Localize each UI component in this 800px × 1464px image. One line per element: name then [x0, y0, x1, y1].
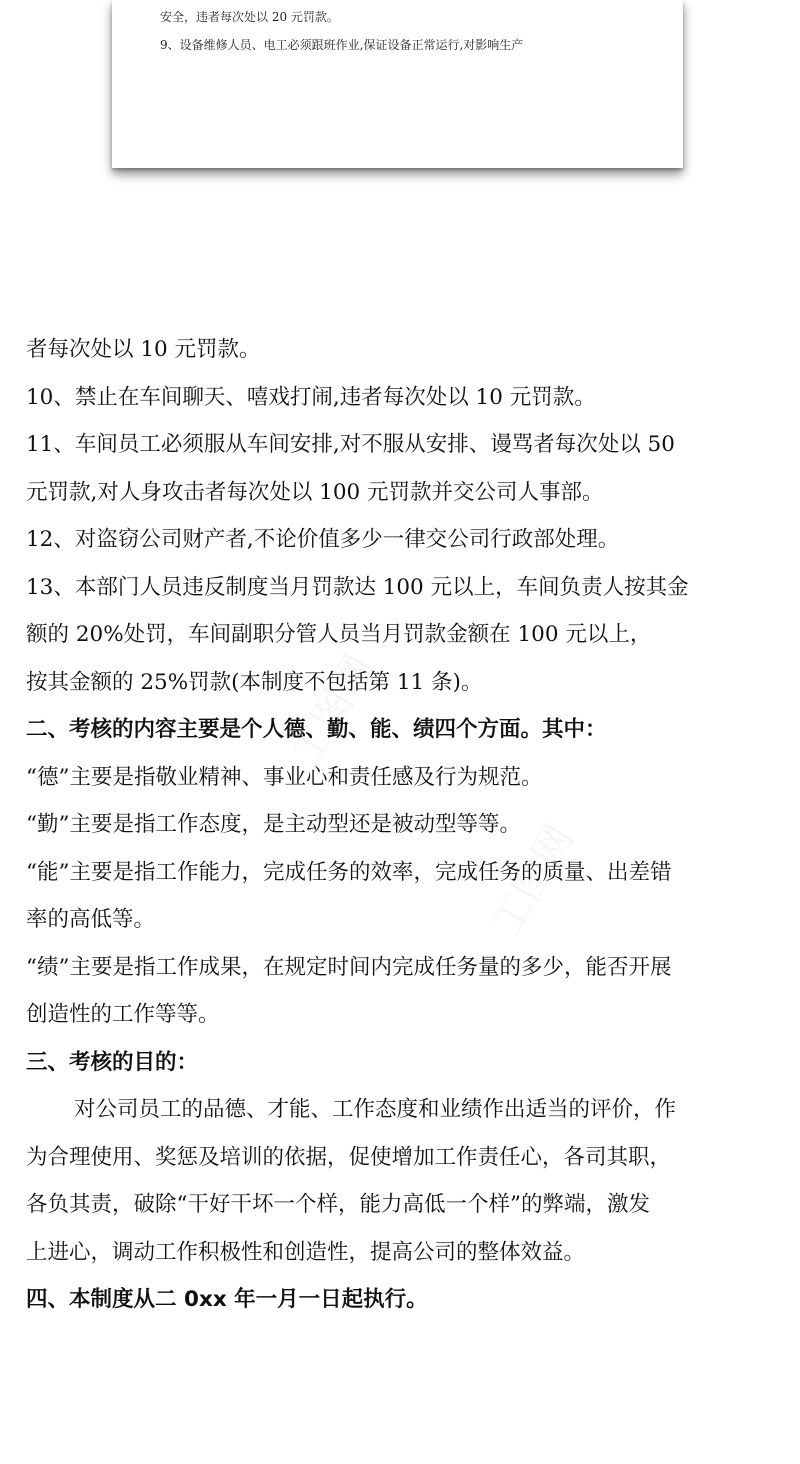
body-line: 按其金额的 25%罚款(本制度不包括第 11 条)。	[26, 669, 483, 695]
body-line: 上进心，调动工作积极性和创造性，提高公司的整体效益。	[26, 1239, 586, 1265]
section-heading: 三、考核的目的：	[26, 1049, 199, 1075]
body-line: “勤”主要是指工作态度，是主动型还是被动型等等。	[26, 812, 521, 837]
body-line: “能”主要是指工作能力，完成任务的效率，完成任务的质量、出差错	[26, 859, 672, 885]
body-line: 额的 20%处罚，车间副职分管人员当月罚款金额在 100 元以上，	[26, 622, 652, 647]
document-page-preview	[112, 0, 683, 168]
section-heading: 四、本制度从二 0xx 年一月一日起执行。	[26, 1287, 428, 1312]
body-line: “绩”主要是指工作成果，在规定时间内完成任务量的多少，能否开展	[26, 954, 672, 980]
body-line: 者每次处以 10 元罚款。	[26, 337, 261, 362]
body-line: 元罚款,对人身攻击者每次处以 100 元罚款并交公司人事部。	[26, 479, 604, 505]
document-body	[26, 326, 786, 1324]
body-line: 13、本部门人员违反制度当月罚款达 100 元以上，车间负责人按其金	[26, 574, 689, 600]
watermark: 工图网	[483, 816, 583, 944]
body-line: 12、对盗窃公司财产者,不论价值多少一律交公司行政部处理。	[26, 527, 620, 552]
body-line: 为合理使用、奖惩及培训的依据，促使增加工作责任心，各司其职，	[26, 1144, 672, 1170]
body-line: 创造性的工作等等。	[26, 1002, 220, 1027]
watermark: 工图网	[283, 646, 383, 774]
body-line: 10、禁止在车间聊天、嘻戏打闹,违者每次处以 10 元罚款。	[26, 384, 596, 410]
body-line: 各负其责，破除“干好干坏一个样，能力高低一个样”的弊端，激发	[26, 1192, 650, 1217]
body-line: “德”主要是指敬业精神、事业心和责任感及行为规范。	[26, 764, 543, 790]
section-heading: 二、考核的内容主要是个人德、勤、能、绩四个方面。其中：	[26, 717, 607, 742]
body-line: 对公司员工的品德、才能、工作态度和业绩作出适当的评价，作	[74, 1097, 677, 1122]
body-line: 率的高低等。	[26, 907, 156, 932]
body-line: 11、车间员工必须服从车间安排,对不服从安排、谩骂者每次处以 50	[26, 432, 675, 457]
preview-line: 安全，违者每次处以 20 元罚款。	[160, 10, 339, 24]
preview-line: 9、设备维修人员、电工必须跟班作业,保证设备正常运行,对影响生产	[160, 38, 524, 52]
